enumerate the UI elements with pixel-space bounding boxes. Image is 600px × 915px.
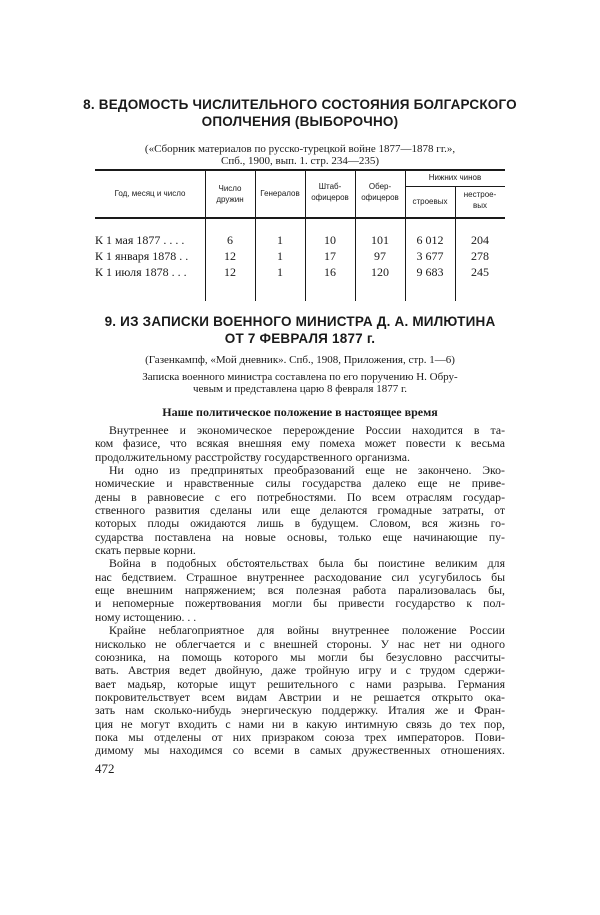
body-line: нисколько не облегчается и с внешней стороны. У нас нет ни одного	[95, 636, 505, 651]
section9-citation: (Газенкампф, «Мой дневник». Спб., 1908, Приложения, стр. 1—6)	[145, 354, 455, 366]
section8-citation-line2: Спб., 1900, вып. 1. стр. 234—235)	[220, 155, 380, 167]
body-line: Внутреннее и экономическое перерождение России находится в та-	[109, 423, 505, 437]
body-line: вает мадьяр, которые ищут решительного с нами разрыва. Германия	[95, 676, 505, 691]
table-cell-staff: 17	[324, 249, 336, 263]
body-line: ному истощению. . .	[95, 609, 197, 624]
body-line: Война в подобных обстоятельствах была бы поистине великим для	[109, 556, 505, 571]
body-line: номические и нравственные силы государства далеко еще не приве-	[95, 476, 505, 491]
body-line: димому мы находимся со всеми в самых дружественных отношениях.	[95, 743, 505, 758]
table-cell-ober: 101	[371, 233, 389, 247]
table-cell-date: К 1 июля 1878 . . .	[95, 265, 187, 279]
table-cell-noncombat: 278	[471, 249, 489, 263]
section9-title-line1: 9. ИЗ ЗАПИСКИ ВОЕННОГО МИНИСТРА Д. А. МИЛЮТИНА	[104, 314, 496, 329]
header-text: дружин	[216, 195, 244, 204]
body-line: и непомерные пожертвования могли бы привести государство к пол-	[95, 596, 505, 611]
body-line: дены в равновесие с его потребностями. По всем отраслям государ-	[95, 489, 505, 504]
section8-title-line1: 8. ВЕДОМОСТЬ ЧИСЛИТЕЛЬНОГО СОСТОЯНИЯ БОЛГАРСКОГО	[83, 97, 517, 112]
table-header-rule	[95, 217, 505, 219]
section9-subtitle: Наше политическое положение в настоящее время	[162, 405, 438, 419]
table-cell-generals: 1	[277, 233, 283, 247]
table-cell-druzhiny: 12	[224, 249, 236, 263]
body-line: продолжительному расстройству государственного организма.	[95, 449, 410, 464]
header-noncombat	[455, 189, 505, 211]
header-text: нестрое-	[463, 190, 497, 199]
table-cell-staff: 10	[324, 233, 336, 247]
table-cell-staff: 16	[324, 265, 336, 279]
body-line: сударства поставлена на новые основы, только еще начинающие пу-	[95, 529, 505, 544]
header-text: вых	[473, 201, 487, 210]
body-line: пока мы отделены от них призраком союза трех императоров. Пови-	[95, 729, 505, 744]
header-staff	[305, 181, 355, 203]
section9-note-line2: чевым и представлена царю 8 февраля 1877 г.	[193, 383, 407, 395]
table-top-rule	[95, 169, 505, 171]
body-line: Ни одно из предпринятых преобразований еще не закончено. Эко-	[109, 463, 505, 478]
header-generals: Генералов	[260, 189, 300, 198]
body-text	[95, 424, 505, 758]
header-druzhiny	[205, 183, 255, 205]
table-cell-date: К 1 января 1878 . .	[95, 249, 189, 263]
body-line: покровительствует всем видам Австрии и не решается открыто ока-	[95, 689, 505, 704]
table-cell-ober: 120	[371, 265, 389, 279]
header-text: офицеров	[311, 193, 349, 202]
header-lower-ranks: Нижних чинов	[428, 173, 482, 182]
body-line: Крайне неблагоприятное для войны внутреннее положение России	[109, 623, 505, 638]
body-line: которых плоды ожидаются лишь в будущем. Словом, вся жизнь го-	[95, 516, 505, 531]
table-cell-druzhiny: 12	[224, 265, 236, 279]
body-line: союзника, на помощь которого мы могли бы безусловно рассчиты-	[95, 649, 505, 664]
page-number: 472	[95, 761, 115, 776]
table-cell-date: К 1 мая 1877 . . . .	[95, 233, 185, 247]
body-line: ком фазисе, что всякая внешняя ему помеха может повести к весьма	[95, 436, 505, 451]
table-cell-noncombat: 245	[471, 265, 489, 279]
body-line: вать. Австрия ведет двойную, даже тройную игру и с трудом сдержи-	[95, 663, 505, 678]
header-text: Число	[218, 184, 242, 193]
body-line: еще внешним напряжением; вся полезная работа парализовалась бы,	[95, 583, 505, 598]
header-ober	[355, 181, 405, 203]
table-cell-combat: 6 012	[416, 233, 444, 247]
table-cell-noncombat: 204	[471, 233, 489, 247]
body-line: зать нам сколько-нибудь энергическую поддержку. Италия же и Фран-	[95, 703, 505, 718]
table-cell-combat: 3 677	[416, 249, 444, 263]
body-line: ственного развития сделаны или еще делаются громадные затраты, от	[95, 503, 505, 518]
section9-note-line1: Записка военного министра составлена по его поручению Н. Обру-	[142, 371, 458, 383]
header-text: Штаб-	[318, 182, 342, 191]
section8-citation-line1: («Сборник материалов по русско-турецкой войне 1877—1878 гг.»,	[144, 143, 456, 155]
header-date: Год, месяц и число	[114, 189, 186, 198]
header-text: Обер-	[368, 182, 392, 191]
table-cell-generals: 1	[277, 265, 283, 279]
header-text: офицеров	[361, 193, 399, 202]
table-cell-combat: 9 683	[416, 265, 444, 279]
table-cell-generals: 1	[277, 249, 283, 263]
section8-title-line2: ОПОЛЧЕНИЯ (ВЫБОРОЧНО)	[201, 114, 399, 129]
table-cell-ober: 97	[374, 249, 386, 263]
table-cell-druzhiny: 6	[227, 233, 233, 247]
section9-title-line2: ОТ 7 ФЕВРАЛЯ 1877 г.	[224, 331, 376, 346]
body-line: нас бедствием. Страшное внутреннее расходование сил усугубилось бы	[95, 569, 505, 584]
strength-table	[95, 169, 505, 301]
body-line: ция не могут входить с нами ни в какую интимную связь до тех пор,	[95, 716, 505, 731]
header-combat: строевых	[412, 197, 448, 206]
body-line: скать первые корни.	[95, 543, 196, 558]
